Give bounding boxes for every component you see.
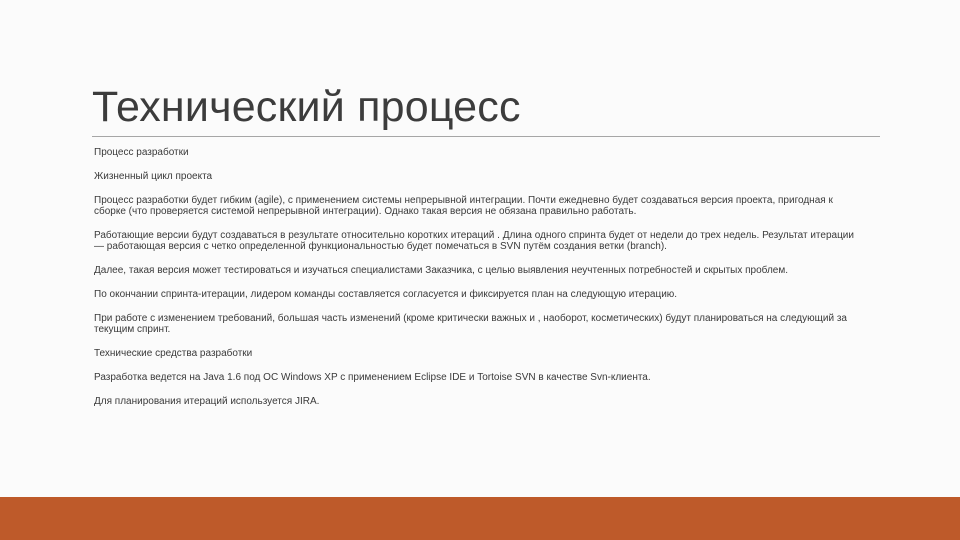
title-divider: [92, 136, 880, 137]
paragraph-customer-testing: Далее, такая версия может тестироваться и изучаться специалистами Заказчика, с целью выявления неучтенных потребностей и скрытых проблем.: [94, 265, 788, 276]
paragraph-lifecycle: Жизненный цикл проекта: [94, 171, 213, 182]
footer-band: [0, 497, 960, 540]
paragraph-tools: Разработка ведется на Java 1.6 под ОС Windows XP с применением Eclipse IDE и Tortoise SVN в качестве Svn-клиента.: [94, 372, 651, 383]
paragraph-requirement-changes: При работе с изменением требований, большая часть изменений (кроме критически важных и , наоборот, косметических) будут планироваться на следующий за текущим спринт.: [94, 313, 847, 335]
paragraph-agile-ci: Процесс разработки будет гибким (agile), с применением системы непрерывной интеграции. Почти ежедневно будет создаваться версия проекта, пригодная к сборке (что проверяется системой непрерывной интеграции). Однако такая версия не обязана правильно работать.: [94, 195, 833, 217]
paragraph-jira: Для планирования итераций используется JIRA.: [94, 396, 320, 407]
paragraph-tools-heading: Технические средства разработки: [94, 348, 253, 359]
paragraph-dev-process: Процесс разработки: [94, 147, 189, 158]
slide-title: Технический процесс: [92, 83, 521, 131]
paragraph-sprint-plan: По окончании спринта-итерации, лидером команды составляется согласуется и фиксируется план на следующую итерацию.: [94, 289, 678, 300]
paragraph-iterations: Работающие версии будут создаваться в результате относительно коротких итераций . Длина одного спринта будет от недели до трех недель. Результат итерации — работающая версия с четко определенной функциональностью будет помечаться в SVN путём создания ветки (branch).: [94, 230, 854, 252]
slide-body: [94, 147, 864, 420]
